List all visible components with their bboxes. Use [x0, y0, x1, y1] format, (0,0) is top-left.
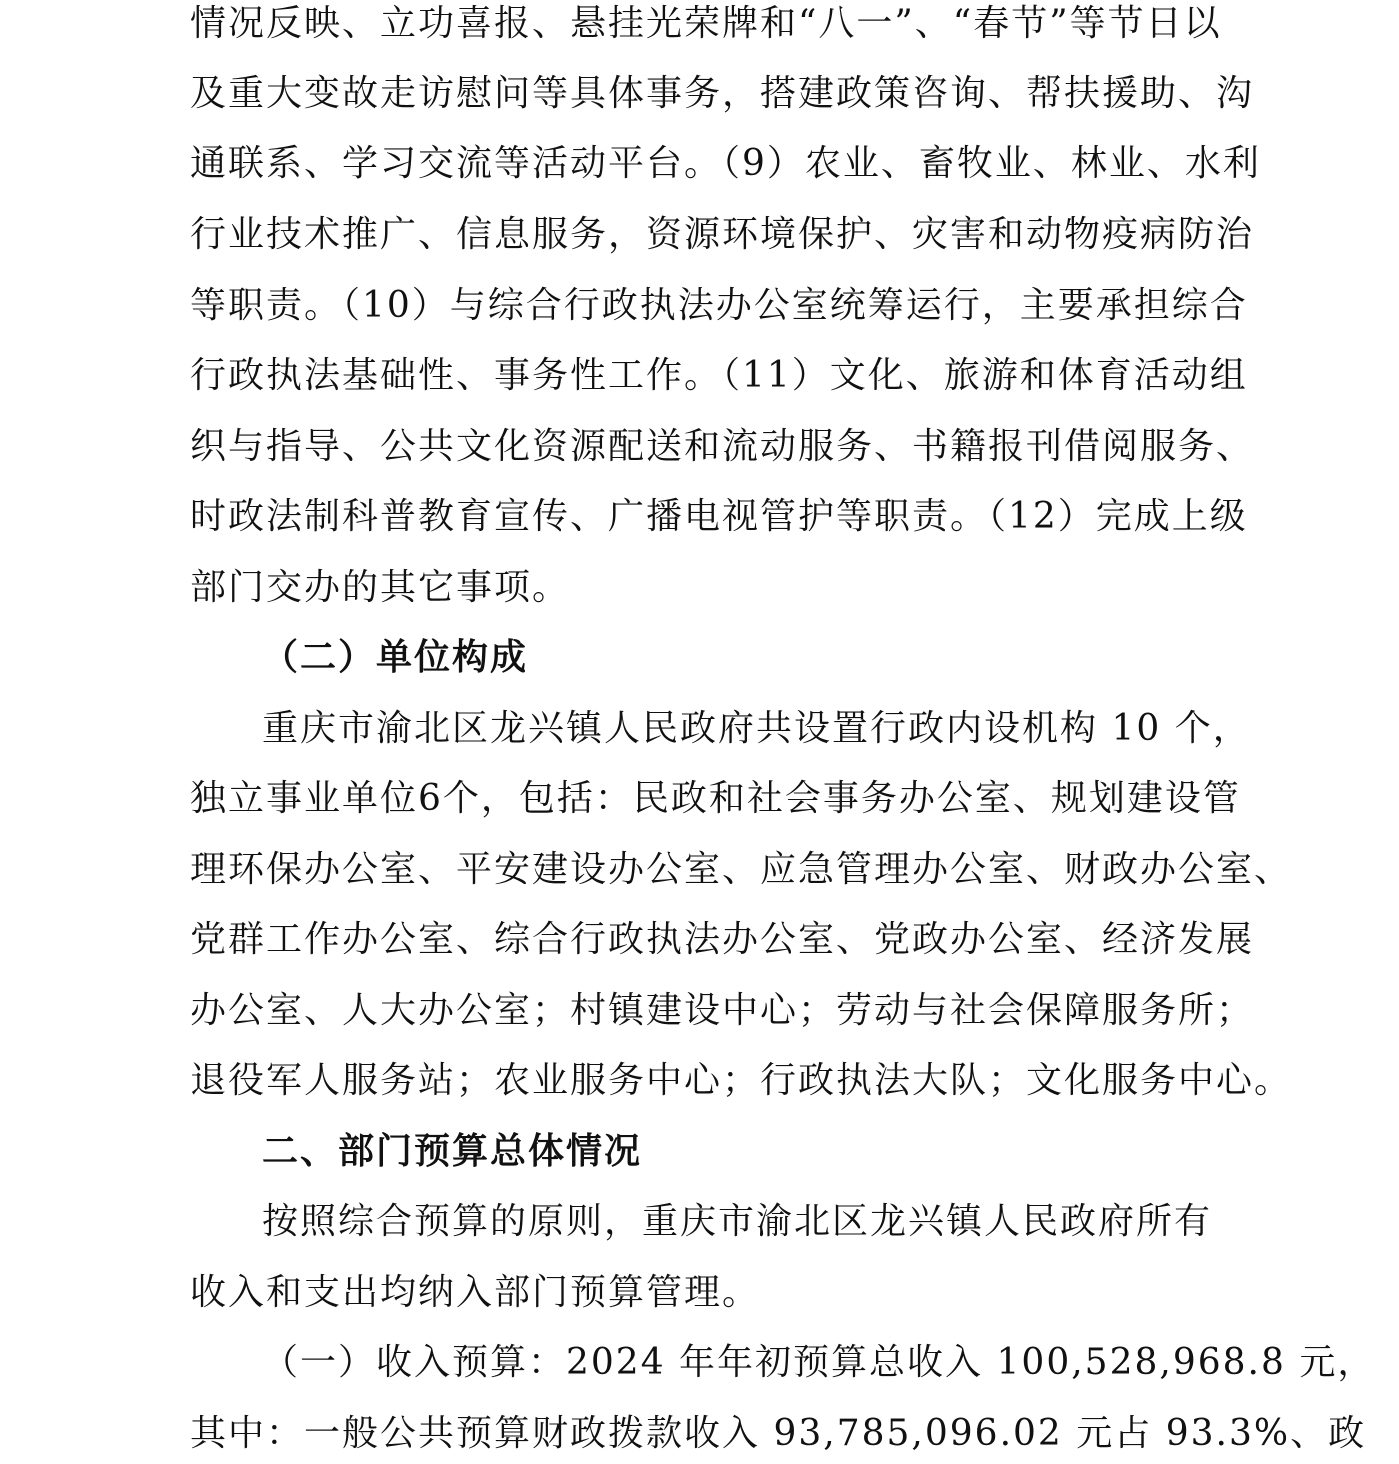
- text-line: 独立事业单位6个，包括：民政和社会事务办公室、规划建设管: [190, 778, 1241, 819]
- text-line: 理环保办公室、平安建设办公室、应急管理办公室、财政办公室、: [190, 849, 1293, 890]
- paragraph-first-line: 按照综合预算的原则，重庆市渝北区龙兴镇人民政府所有: [262, 1201, 1213, 1242]
- text-line: 情况反映、立功喜报、悬挂光荣牌和“八一”、“春节”等节日以: [190, 3, 1222, 44]
- income-budget-line: （一）收入预算：2024 年年初预算总收入 100,528,968.8 元，: [262, 1342, 1376, 1383]
- text-line: 时政法制科普教育宣传、广播电视管护等职责。（12）完成上级: [190, 496, 1248, 537]
- text-line: 其中：一般公共预算财政拨款收入 93,785,096.02 元占 93.3%、政: [190, 1413, 1367, 1454]
- section-heading: 二、部门预算总体情况: [262, 1131, 643, 1172]
- text-line: 等职责。（10）与综合行政执法办公室统筹运行，主要承担综合: [190, 285, 1248, 326]
- text-line: 通联系、学习交流等活动平台。（9）农业、畜牧业、林业、水利: [190, 143, 1261, 184]
- text-line: 及重大变故走访慰问等具体事务，搭建政策咨询、帮扶援助、沟: [190, 73, 1255, 114]
- paragraph-first-line: 重庆市渝北区龙兴镇人民政府共设置行政内设机构 10 个，: [262, 708, 1251, 749]
- text-line: 退役军人服务站；农业服务中心；行政执法大队；文化服务中心。: [190, 1060, 1293, 1101]
- text-line: 党群工作办公室、综合行政执法办公室、党政办公室、经济发展: [190, 919, 1255, 960]
- text-line: 收入和支出均纳入部门预算管理。: [190, 1272, 761, 1313]
- section-subheading: （二）单位构成: [262, 637, 529, 678]
- text-line: 行政执法基础性、事务性工作。（11）文化、旅游和体育活动组: [190, 355, 1248, 396]
- text-line: 部门交办的其它事项。: [190, 567, 571, 608]
- text-line: 办公室、人大办公室；村镇建设中心；劳动与社会保障服务所；: [190, 990, 1255, 1031]
- text-line: 织与指导、公共文化资源配送和流动服务、书籍报刊借阅服务、: [190, 426, 1255, 467]
- text-line: 行业技术推广、信息服务，资源环境保护、灾害和动物疫病防治: [190, 214, 1255, 255]
